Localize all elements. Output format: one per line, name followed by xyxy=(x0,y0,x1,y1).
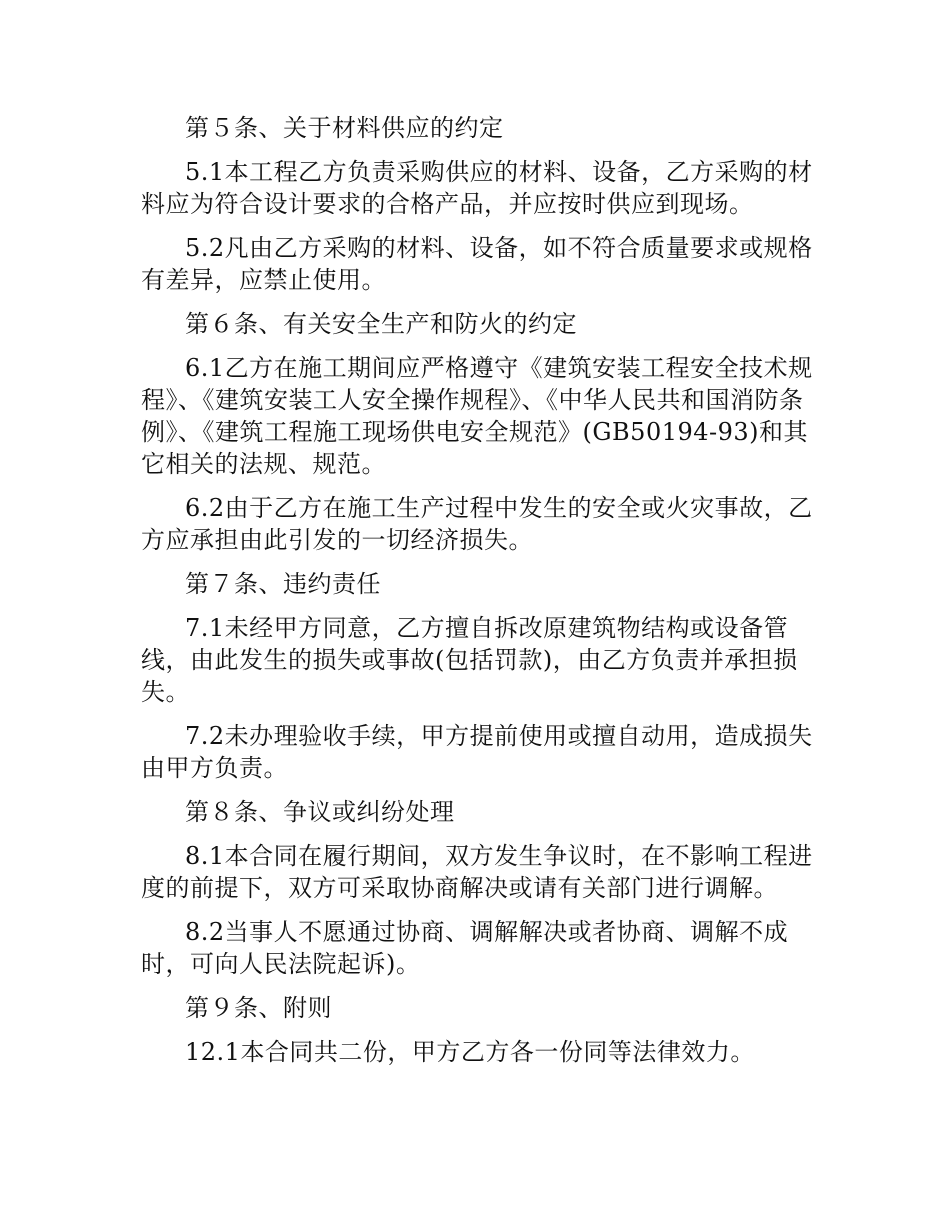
paragraph: 12.1本合同共二份，甲方乙方各一份同等法律效力。 xyxy=(185,1038,755,1066)
section-heading: 第８条、争议或纠纷处理 xyxy=(185,798,455,826)
paragraph: 7.2未办理验收手续，甲方提前使用或擅自动用，造成损失由甲方负责。 xyxy=(141,722,813,782)
paragraph: 8.1本合同在履行期间，双方发生争议时，在不影响工程进度的前提下，双方可采取协商解决或请有关部门进行调解。 xyxy=(141,842,813,902)
paragraph: 5.2凡由乙方采购的材料、设备，如不符合质量要求或规格有差异，应禁止使用。 xyxy=(141,234,813,294)
section-heading: 第７条、违约责任 xyxy=(185,570,381,598)
paragraph: 6.1乙方在施工期间应严格遵守《建筑安装工程安全技术规程》、《建筑安装工人安全操作规程》、《中华人民共和国消防条例》、《建筑工程施工现场供电安全规范》(GB50194-93)和其它相关的法规、规范。 xyxy=(141,354,813,478)
section-heading: 第５条、关于材料供应的约定 xyxy=(185,114,504,142)
paragraph: 6.2由于乙方在施工生产过程中发生的安全或火灾事故，乙方应承担由此引发的一切经济损失。 xyxy=(141,494,813,554)
paragraph: 7.1未经甲方同意，乙方擅自拆改原建筑物结构或设备管线，由此发生的损失或事故(包括罚款)，由乙方负责并承担损失。 xyxy=(141,614,798,706)
document-body xyxy=(141,112,813,1080)
paragraph: 8.2当事人不愿通过协商、调解解决或者协商、调解不成时，可向人民法院起诉)。 xyxy=(141,918,789,978)
paragraph: 5.1本工程乙方负责采购供应的材料、设备，乙方采购的材料应为符合设计要求的合格产品，并应按时供应到现场。 xyxy=(141,158,813,218)
section-heading: 第９条、附则 xyxy=(185,994,332,1022)
section-heading: 第６条、有关安全生产和防火的约定 xyxy=(185,310,577,338)
